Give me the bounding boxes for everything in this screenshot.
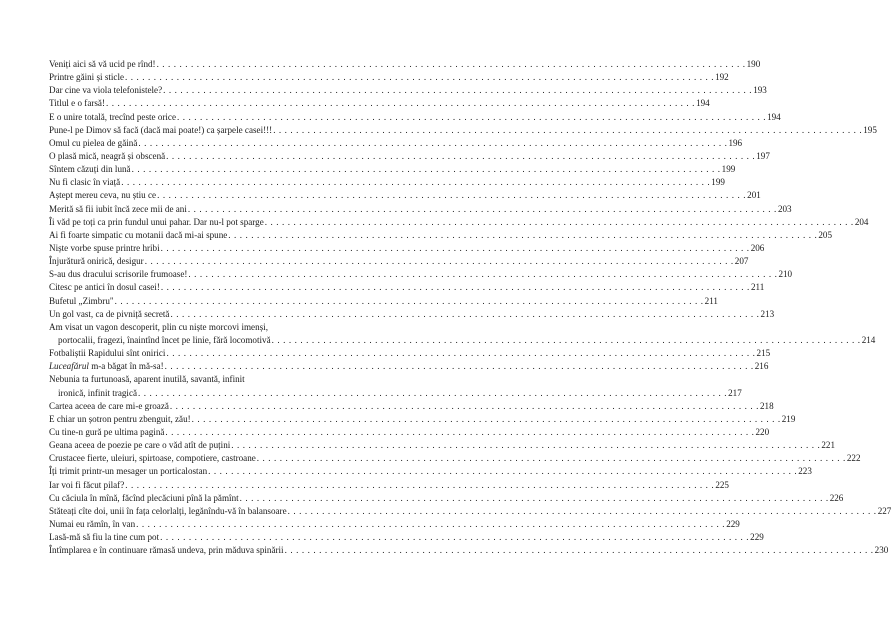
toc-entry [49,137,743,150]
toc-entry-title-line: Nebunia ta furtunoasă, aparent inutilă, savantă, infinit [49,374,245,385]
toc-page-number: 199 [711,177,725,188]
toc-page-number: 203 [777,203,792,214]
toc-entry [49,531,764,544]
toc-leader-dots: . . . . . . . . . . . . . . . . . . . . . . . . . . . . . . . . . . . . . . . . . . . . . . . . . . . . . . . . . . . . . . . . . . . . . . . . . . . . . . . . . . . . . . . . . . . . . . . . . . . . . . . [177,111,767,122]
toc-row [49,295,718,308]
toc-row [49,137,743,150]
toc-entry-title: E chiar un șotron pentru zbenguit, zău! [49,413,191,424]
toc-row [49,111,781,124]
toc-entry [49,400,774,413]
toc-row [49,84,767,97]
toc-entry-title: Ai fi foarte simpatic cu motanii dacă mi-ai spune [49,229,228,240]
toc-leader-dots: . . . . . . . . . . . . . . . . . . . . . . . . . . . . . . . . . . . . . . . . . . . . . . . . . . . . . . . . . . . . . . . . . . . . . . . . . . . . . . . . . . . . . . . . . . . . . . . . . . . . . . . [284,545,874,556]
toc-page-number: 214 [861,334,876,345]
toc-entry-title-rest: m-a băgat în mă-sa! [88,361,164,372]
toc-row [49,413,796,426]
toc-entry-title [49,360,164,373]
toc-page-number: 204 [854,216,869,227]
toc-entry [49,242,765,255]
toc-entry-title: Cu căciula în mînă, făcînd plecăciuni pînă la pămînt [49,492,239,503]
toc-page-number: 217 [728,387,742,398]
toc-page-number: 220 [755,426,770,437]
toc-entry-title: Titlul e o farsă! [49,98,105,109]
toc-row [49,505,891,518]
toc-row [49,281,765,294]
toc-entry-title: Veniți aici să vă ucid pe rînd! [49,59,156,69]
toc-entry [49,426,770,439]
toc-leader-dots: . . . . . . . . . . . . . . . . . . . . . . . . . . . . . . . . . . . . . . . . . . . . . . . . . . . . . . . . . . . . . . . . . . . . . . . . . . . . . . . . . . . . . . . . . . . . . . . . . . . . . . . [187,203,777,214]
toc-leader-dots: . . . . . . . . . . . . . . . . . . . . . . . . . . . . . . . . . . . . . . . . . . . . . . . . . . . . . . . . . . . . . . . . . . . . . . . . . . . . . . . . . . . . . . . . . . . . . . . . . . . . . . . [166,150,756,161]
toc-row [49,189,761,202]
toc-row [49,360,769,373]
toc-entry [49,518,740,531]
toc-entry-title: Numai eu rămîn, în van [49,518,136,529]
toc-entry-title-line: portocalii, fragezi, înaintînd încet pe linie, fără locomotivă [58,334,271,345]
toc-row [49,268,793,281]
toc-entry-title: Întîmplarea e în continuare rămasă undeva, prin măduva spinării [49,545,284,556]
toc-row [49,334,876,347]
table-of-contents [49,58,891,557]
toc-entry-title: Dar cine va viola telefonistele? [49,85,163,96]
toc-entry [49,492,844,505]
toc-entry-title: Înjurătură onirică, desigur [49,256,144,267]
toc-row [49,492,844,505]
toc-entry [49,203,792,216]
toc-row [49,400,774,413]
toc-leader-dots: . . . . . . . . . . . . . . . . . . . . . . . . . . . . . . . . . . . . . . . . . . . . . . . . . . . . . . . . . . . . . . . . . . . . . . . . . . . . . . . . . . . . . . . . . . . . . . . . . . . . . . . [188,269,778,280]
toc-entry [49,347,771,360]
toc-page-number: 229 [726,518,740,529]
toc-page-number: 226 [829,492,844,503]
toc-leader-dots: . . . . . . . . . . . . . . . . . . . . . . . . . . . . . . . . . . . . . . . . . . . . . . . . . . . . . . . . . . . . . . . . . . . . . . . . . . . . . . . . . . . . . . . . . . . . . . . . . . . . . . . [138,137,728,148]
toc-page-number: 221 [821,440,835,451]
toc-entry-title: Citesc pe antici în dosul casei! [49,282,160,293]
toc-page-number: 227 [877,505,891,516]
toc-entry [49,97,710,110]
toc-row [49,439,835,452]
toc-entry [49,84,767,97]
toc-entry [49,58,761,71]
toc-entry [49,479,729,492]
toc-leader-dots: . . . . . . . . . . . . . . . . . . . . . . . . . . . . . . . . . . . . . . . . . . . . . . . . . . . . . . . . . . . . . . . . . . . . . . . . . . . . . . . . . . . . . . . . . . . . . . . . . . . . . . . [228,229,818,240]
toc-page-number: 225 [715,479,729,490]
toc-page-number: 230 [874,545,889,556]
toc-entry-title: Nu fi clasic în viață [49,177,121,188]
toc-leader-dots: . . . . . . . . . . . . . . . . . . . . . . . . . . . . . . . . . . . . . . . . . . . . . . . . . . . . . . . . . . . . . . . . . . . . . . . . . . . . . . . . . . . . . . . . . . . . . . . . . . . . . . . [160,282,750,293]
toc-page-number: 196 [728,137,743,148]
toc-entry [49,360,769,373]
toc-entry [49,308,775,321]
toc-entry-title: Crustacee fierte, uleiuri, spirtoase, compotiere, castroane [49,453,256,464]
toc-page-number: 195 [863,124,877,135]
toc-entry-title-italic: Luceafărul [49,361,89,372]
toc-entry [49,176,725,189]
toc-entry [49,268,793,281]
toc-page-number: 201 [747,190,761,201]
toc-entry-title-line: Am visat un vagon descoperit, plin cu niște morcovi imenși, [49,321,268,332]
toc-leader-dots: . . . . . . . . . . . . . . . . . . . . . . . . . . . . . . . . . . . . . . . . . . . . . . . . . . . . . . . . . . . . . . . . . . . . . . . . . . . . . . . . . . . . . . . . . . . . . . . . . . . . . . . [163,85,753,96]
toc-page-number: 194 [767,111,781,122]
toc-leader-dots: . . . . . . . . . . . . . . . . . . . . . . . . . . . . . . . . . . . . . . . . . . . . . . . . . . . . . . . . . . . . . . . . . . . . . . . . . . . . . . . . . . . . . . . . . . . . . . . . . . . . . . . [208,466,798,477]
toc-page-number: 222 [846,453,861,464]
toc-row [49,308,775,321]
toc-leader-dots: . . . . . . . . . . . . . . . . . . . . . . . . . . . . . . . . . . . . . . . . . . . . . . . . . . . . . . . . . . . . . . . . . . . . . . . . . . . . . . . . . . . . . . . . . . . . . . . . . . . . . . . [256,453,846,464]
toc-row [49,531,764,544]
toc-page-number: 211 [750,282,765,293]
toc-entry [49,216,869,229]
toc-page-number: 192 [715,72,729,83]
toc-page-number: 193 [753,85,767,96]
toc-row [49,387,742,400]
toc-leader-dots: . . . . . . . . . . . . . . . . . . . . . . . . . . . . . . . . . . . . . . . . . . . . . . . . . . . . . . . . . . . . . . . . . . . . . . . . . . . . . . . . . . . . . . . . . . . . . . . . . . . . . . . [170,308,760,319]
toc-row [49,150,770,163]
toc-page-number: 216 [754,361,769,372]
toc-entry [49,281,765,294]
toc-leader-dots: . . . . . . . . . . . . . . . . . . . . . . . . . . . . . . . . . . . . . . . . . . . . . . . . . . . . . . . . . . . . . . . . . . . . . . . . . . . . . . . . . . . . . . . . . . . . . . . . . . . . . . . [125,72,715,83]
toc-page-number: 207 [734,256,749,267]
toc-entry-title: Cartea aceea de care mi-e groază [49,400,169,411]
toc-entry [49,439,835,452]
toc-leader-dots: . . . . . . . . . . . . . . . . . . . . . . . . . . . . . . . . . . . . . . . . . . . . . . . . . . . . . . . . . . . . . . . . . . . . . . . . . . . . . . . . . . . . . . . . . . . . . . . . . . . . . . . [156,59,746,69]
toc-row [49,216,869,229]
toc-entry-title: Sîntem căzuți din lună [49,164,131,175]
toc-page-number: 206 [750,242,765,253]
toc-entry-title: Geana aceea de poezie pe care o văd atît de puțini [49,440,231,451]
toc-leader-dots: . . . . . . . . . . . . . . . . . . . . . . . . . . . . . . . . . . . . . . . . . . . . . . . . . . . . . . . . . . . . . . . . . . . . . . . . . . . . . . . . . . . . . . . . . . . . . . . . . . . . . . . [160,532,750,543]
toc-entry-title: Fotbaliștii Rapidului sînt onirici [49,348,166,359]
toc-row [49,229,832,242]
toc-entry-title: Niște vorbe spuse printre hribi [49,242,160,253]
toc-leader-dots: . . . . . . . . . . . . . . . . . . . . . . . . . . . . . . . . . . . . . . . . . . . . . . . . . . . . . . . . . . . . . . . . . . . . . . . . . . . . . . . . . . . . . . . . . . . . . . . . . . . . . . . [144,256,734,267]
toc-entry [49,321,876,347]
toc-row [49,544,889,557]
toc-row [49,71,729,84]
toc-entry [49,111,781,124]
toc-row [49,124,877,137]
toc-leader-dots: . . . . . . . . . . . . . . . . . . . . . . . . . . . . . . . . . . . . . . . . . . . . . . . . . . . . . . . . . . . . . . . . . . . . . . . . . . . . . . . . . . . . . . . . . . . . . . . . . . . . . . . [169,400,759,411]
toc-entry [49,229,832,242]
toc-row [49,518,740,531]
toc-entry [49,452,861,465]
toc-entry [49,124,877,137]
toc-leader-dots: . . . . . . . . . . . . . . . . . . . . . . . . . . . . . . . . . . . . . . . . . . . . . . . . . . . . . . . . . . . . . . . . . . . . . . . . . . . . . . . . . . . . . . . . . . . . . . . . . . . . . . . [160,242,750,253]
toc-leader-dots: . . . . . . . . . . . . . . . . . . . . . . . . . . . . . . . . . . . . . . . . . . . . . . . . . . . . . . . . . . . . . . . . . . . . . . . . . . . . . . . . . . . . . . . . . . . . . . . . . . . . . . . [164,361,754,372]
toc-entry [49,373,742,399]
toc-entry [49,465,812,478]
toc-leader-dots: . . . . . . . . . . . . . . . . . . . . . . . . . . . . . . . . . . . . . . . . . . . . . . . . . . . . . . . . . . . . . . . . . . . . . . . . . . . . . . . . . . . . . . . . . . . . . . . . . . . . . . . [271,334,861,345]
toc-page-number: 213 [760,308,775,319]
toc-leader-dots: . . . . . . . . . . . . . . . . . . . . . . . . . . . . . . . . . . . . . . . . . . . . . . . . . . . . . . . . . . . . . . . . . . . . . . . . . . . . . . . . . . . . . . . . . . . . . . . . . . . . . . . [165,426,755,437]
toc-entry-title: Aștept mereu ceva, nu știu ce [49,190,157,201]
toc-page-number: 215 [756,348,771,359]
toc-entry [49,295,718,308]
toc-entry-title: Bufetul „Zimbru" [49,295,114,306]
toc-leader-dots: . . . . . . . . . . . . . . . . . . . . . . . . . . . . . . . . . . . . . . . . . . . . . . . . . . . . . . . . . . . . . . . . . . . . . . . . . . . . . . . . . . . . . . . . . . . . . . . . . . . . . . . [287,505,877,516]
toc-row [49,465,812,478]
toc-entry-title: Printre găini și sticle [49,72,125,83]
toc-entry-title: Un gol vast, ca de pivniță secretă [49,308,170,319]
toc-leader-dots: . . . . . . . . . . . . . . . . . . . . . . . . . . . . . . . . . . . . . . . . . . . . . . . . . . . . . . . . . . . . . . . . . . . . . . . . . . . . . . . . . . . . . . . . . . . . . . . . . . . . . . . [114,295,704,306]
toc-row [49,426,770,439]
toc-page-number: 210 [778,269,793,280]
toc-leader-dots: . . . . . . . . . . . . . . . . . . . . . . . . . . . . . . . . . . . . . . . . . . . . . . . . . . . . . . . . . . . . . . . . . . . . . . . . . . . . . . . . . . . . . . . . . . . . . . . . . . . . . . . [191,413,781,424]
toc-page-number: 223 [798,466,812,477]
toc-page-number: 199 [721,164,736,175]
toc-leader-dots: . . . . . . . . . . . . . . . . . . . . . . . . . . . . . . . . . . . . . . . . . . . . . . . . . . . . . . . . . . . . . . . . . . . . . . . . . . . . . . . . . . . . . . . . . . . . . . . . . . . . . . . [157,190,747,201]
toc-entry [49,71,729,84]
toc-row [49,176,725,189]
toc-leader-dots: . . . . . . . . . . . . . . . . . . . . . . . . . . . . . . . . . . . . . . . . . . . . . . . . . . . . . . . . . . . . . . . . . . . . . . . . . . . . . . . . . . . . . . . . . . . . . . . . . . . . . . . [239,492,829,503]
toc-row [49,255,749,268]
toc-entry-title: Iar voi fi făcut pilaf? [49,479,125,490]
toc-entry [49,413,796,426]
toc-entry-title-line: ironică, infinit tragică [58,387,138,398]
toc-row [49,452,861,465]
toc-page-number: 194 [696,98,710,109]
toc-entry [49,163,736,176]
toc-page-number: 205 [818,229,832,240]
toc-entry [49,505,891,518]
toc-leader-dots: . . . . . . . . . . . . . . . . . . . . . . . . . . . . . . . . . . . . . . . . . . . . . . . . . . . . . . . . . . . . . . . . . . . . . . . . . . . . . . . . . . . . . . . . . . . . . . . . . . . . . . . [121,177,711,188]
toc-leader-dots: . . . . . . . . . . . . . . . . . . . . . . . . . . . . . . . . . . . . . . . . . . . . . . . . . . . . . . . . . . . . . . . . . . . . . . . . . . . . . . . . . . . . . . . . . . . . . . . . . . . . . . . [264,216,854,227]
toc-entry-title: O plasă mică, neagră și obscenă [49,150,166,161]
toc-entry-title: E o unire totală, trecînd peste orice [49,111,177,122]
toc-leader-dots: . . . . . . . . . . . . . . . . . . . . . . . . . . . . . . . . . . . . . . . . . . . . . . . . . . . . . . . . . . . . . . . . . . . . . . . . . . . . . . . . . . . . . . . . . . . . . . . . . . . . . . . [136,518,726,529]
toc-entry-title: Merită să fii iubit încă zece mii de ani [49,203,187,214]
toc-leader-dots: . . . . . . . . . . . . . . . . . . . . . . . . . . . . . . . . . . . . . . . . . . . . . . . . . . . . . . . . . . . . . . . . . . . . . . . . . . . . . . . . . . . . . . . . . . . . . . . . . . . . . . . [131,164,721,175]
toc-entry-title: Omul cu pielea de găină [49,137,138,148]
toc-entry-title: Îți trimit printr-un mesager un porticalostan [49,466,208,477]
toc-leader-dots: . . . . . . . . . . . . . . . . . . . . . . . . . . . . . . . . . . . . . . . . . . . . . . . . . . . . . . . . . . . . . . . . . . . . . . . . . . . . . . . . . . . . . . . . . . . . . . . . . . . . . . . [231,440,821,451]
toc-entry [49,544,889,557]
toc-row [49,97,710,110]
toc-entry-title: Îi văd pe toți ca prin fundul unui pahar. Dar nu-l pot sparge [49,216,264,227]
toc-entry-title: S-au dus dracului scrisorile frumoase! [49,269,188,280]
toc-row [49,58,761,71]
toc-page-number: 197 [756,150,770,161]
toc-page-number: 218 [759,400,774,411]
toc-leader-dots: . . . . . . . . . . . . . . . . . . . . . . . . . . . . . . . . . . . . . . . . . . . . . . . . . . . . . . . . . . . . . . . . . . . . . . . . . . . . . . . . . . . . . . . . . . . . . . . . . . . . . . . [106,98,696,109]
toc-entry-title: Cu tine-n gură pe ultima pagină [49,426,165,437]
toc-row [49,479,729,492]
toc-row [49,203,792,216]
toc-entry-title: Stăteați cîte doi, unii în fața celorlalți, legănîndu-vă în balansoare [49,505,287,516]
toc-leader-dots: . . . . . . . . . . . . . . . . . . . . . . . . . . . . . . . . . . . . . . . . . . . . . . . . . . . . . . . . . . . . . . . . . . . . . . . . . . . . . . . . . . . . . . . . . . . . . . . . . . . . . . . [273,124,863,135]
toc-page-number: 219 [781,413,796,424]
toc-entry-title: Lasă-mă să fiu la tine cum pot [49,532,160,543]
toc-row [49,347,771,360]
toc-leader-dots: . . . . . . . . . . . . . . . . . . . . . . . . . . . . . . . . . . . . . . . . . . . . . . . . . . . . . . . . . . . . . . . . . . . . . . . . . . . . . . . . . . . . . . . . . . . . . . . . . . . . . . . [138,387,728,398]
toc-entry [49,255,749,268]
toc-page-number: 211 [704,295,718,306]
toc-entry [49,189,761,202]
toc-page-number: 190 [746,59,761,69]
toc-entry [49,150,770,163]
toc-leader-dots: . . . . . . . . . . . . . . . . . . . . . . . . . . . . . . . . . . . . . . . . . . . . . . . . . . . . . . . . . . . . . . . . . . . . . . . . . . . . . . . . . . . . . . . . . . . . . . . . . . . . . . . [166,348,756,359]
toc-row [49,163,736,176]
toc-entry-title: Pune-l pe Dimov să facă (dacă mai poate!) ca șarpele casei!!! [49,124,273,135]
toc-leader-dots: . . . . . . . . . . . . . . . . . . . . . . . . . . . . . . . . . . . . . . . . . . . . . . . . . . . . . . . . . . . . . . . . . . . . . . . . . . . . . . . . . . . . . . . . . . . . . . . . . . . . . . . [125,479,715,490]
toc-page-number: 229 [750,532,764,543]
toc-row [49,242,765,255]
